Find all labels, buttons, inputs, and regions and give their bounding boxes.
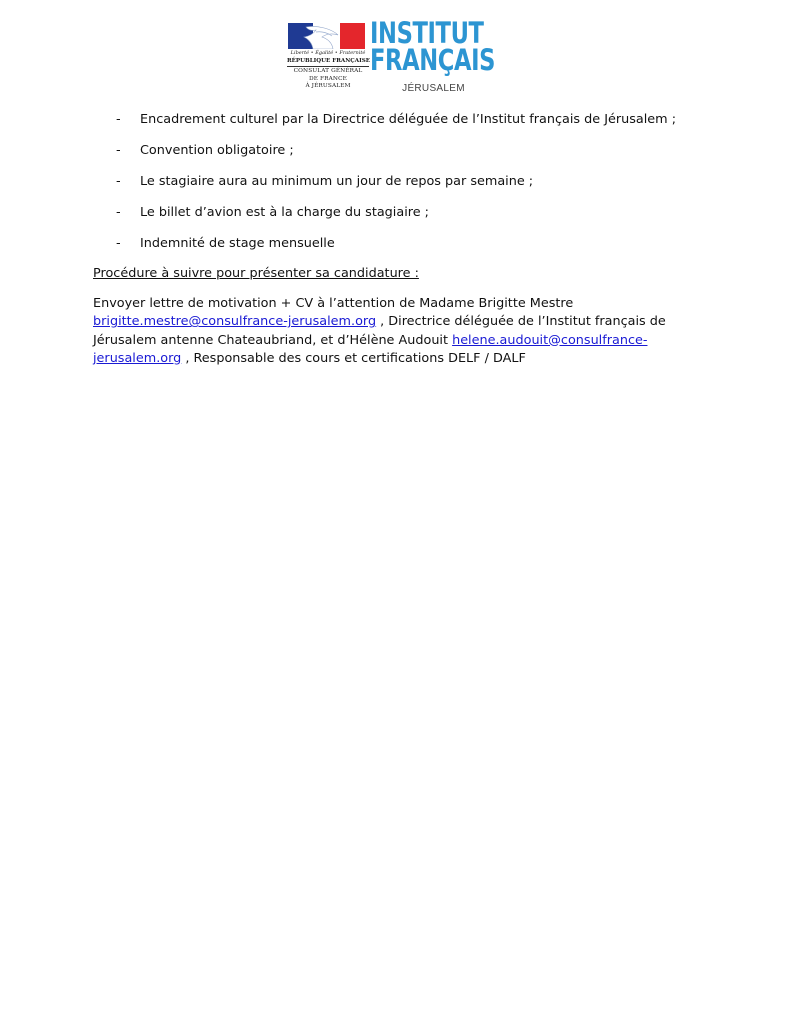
email-link-helene-part2[interactable]: jerusalem.org (93, 350, 182, 366)
bullet-text: Convention obligatoire ; (140, 143, 294, 158)
republique-francaise-text (287, 50, 369, 91)
institut-word: INSTITUT (370, 16, 484, 50)
institut-city: JÉRUSALEM (402, 83, 465, 94)
bullet-text: Indemnité de stage mensuelle (140, 236, 335, 251)
bullet-text: Encadrement culturel par la Directrice déléguée de l’Institut français de Jérusalem ; (140, 112, 677, 127)
list-item (0, 174, 791, 192)
bullet-dash: - (116, 112, 121, 127)
marianne-logo-icon (288, 23, 365, 49)
email-link-brigitte[interactable]: brigitte.mestre@consulfrance-jerusalem.org (93, 314, 377, 330)
bullet-dash: - (116, 174, 121, 189)
list-item (0, 236, 791, 254)
consulate-line-1: CONSULAT GÉNÉRAL (293, 68, 363, 75)
francais-word: FRANÇAIS (370, 43, 496, 77)
procedure-text-3: , Responsable des cours et certifications DELF / DALF (181, 350, 526, 366)
bullet-dash: - (116, 236, 121, 251)
procedure-intro: Envoyer lettre de motivation + CV à l’attention de Madame Brigitte Mestre (93, 296, 574, 311)
republic-motto: Liberté • Égalité • Fraternité (290, 50, 366, 56)
republic-name: RÉPUBLIQUE FRANÇAISE (287, 58, 369, 68)
list-item (0, 112, 791, 130)
email-link-helene-part1[interactable]: helene.audouit@consulfrance- (452, 332, 648, 348)
procedure-paragraph (93, 295, 693, 368)
bullet-dash: - (116, 205, 121, 220)
procedure-text-2: Jérusalem antenne Chateaubriand, et d’Hélène Audouit (93, 332, 453, 348)
header-logo (287, 16, 517, 100)
consulate-line-3: À JÉRUSALEM (305, 83, 351, 90)
bullet-dash: - (116, 143, 121, 158)
procedure-text-1: , Directrice déléguée de l’Institut français de (376, 314, 666, 330)
list-item (0, 205, 791, 223)
list-item (0, 143, 791, 161)
procedure-title: Procédure à suivre pour présenter sa candidature : (93, 266, 419, 281)
bullet-text: Le stagiaire aura au minimum un jour de repos par semaine ; (140, 174, 534, 189)
consulate-line-2: DE FRANCE (309, 75, 347, 82)
bullet-text: Le billet d’avion est à la charge du stagiaire ; (140, 205, 429, 220)
